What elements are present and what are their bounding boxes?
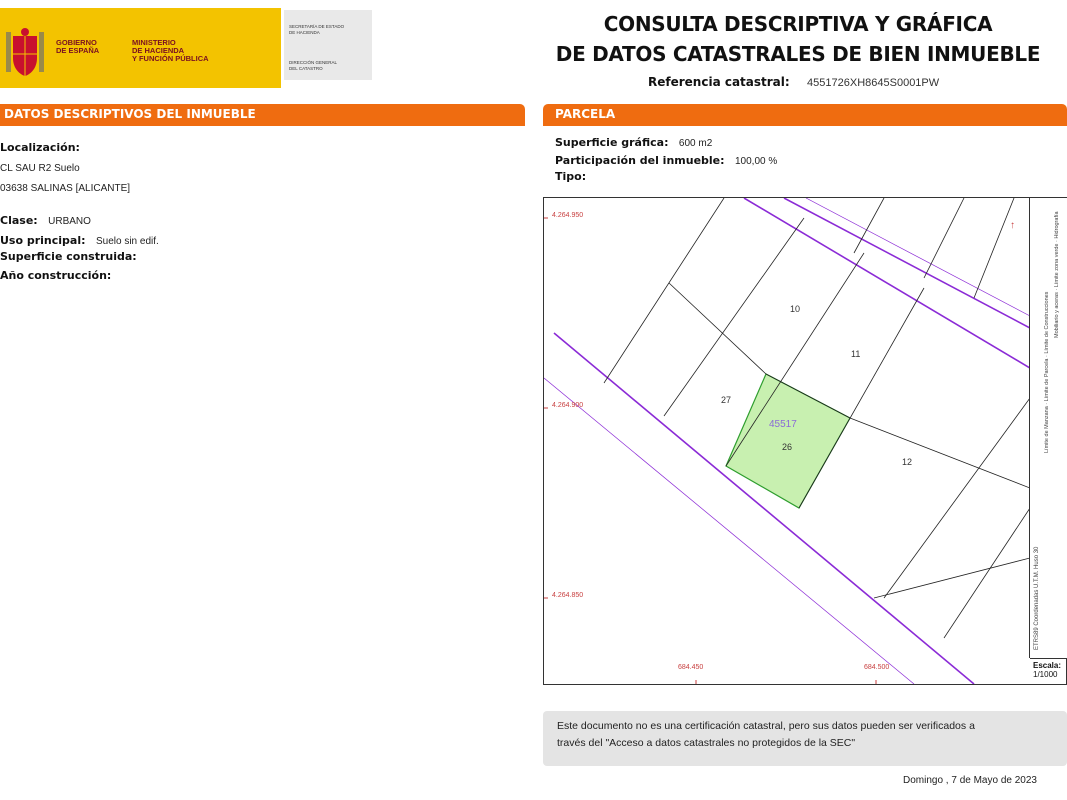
superficie-grafica-value: 600 m2 [678,138,713,149]
ref-catastral-row [648,75,939,89]
parcel-number: 12 [902,457,913,467]
clase-label: Clase: [0,214,38,227]
disclaimer-notice [543,711,1067,766]
secretaria-label: SECRETARÍA DE ESTADO DE HACIENDA [289,24,345,35]
x-coord-label: 684.500 [864,664,890,671]
x-coord-label: 684.450 [678,664,704,671]
section-header-descriptive: DATOS DESCRIPTIVOS DEL INMUEBLE [0,104,525,124]
gobierno-label: GOBIERNO DE ESPAÑA [56,38,100,55]
map-drawing [544,198,1030,684]
legend-items-2: Mobiliario y aceras · Límite zona verde · Hidrografía [1054,211,1060,338]
uso-label: Uso principal: [0,234,86,247]
parcel-number: 11 [851,349,861,359]
y-coord-label: 4.264.950 [552,212,584,219]
superficie-grafica-label: Superficie gráfica: [555,136,669,149]
ministerio-label: MINISTERIO DE HACIENDA Y FUNCIÓN PÚBLICA [132,38,209,63]
clase-value: URBANO [48,216,91,227]
localizacion-label: Localización: [0,141,80,154]
notice-line2: través del "Acceso a datos catastrales no protegidos de la SEC" [557,737,856,749]
document-date: Domingo , 7 de Mayo de 2023 [903,775,1037,786]
anio-construccion-label: Año construcción: [0,269,112,282]
parcel-number: 26 [782,442,793,452]
ref-catastral-label: Referencia catastral: [648,75,790,89]
scale-value: 1/1000 [1033,670,1058,679]
section-divider [0,124,525,126]
localizacion-line1: CL SAU R2 Suelo [0,163,80,174]
section-header-parcela: PARCELA [543,104,1067,124]
coat-of-arms-icon [4,26,46,82]
superficie-construida-label: Superficie construida: [0,250,137,263]
participacion-label: Participación del inmueble: [555,154,725,167]
direccion-label: DIRECCIÓN GENERAL DEL CATASTRO [289,60,338,71]
map-scale [1030,658,1067,685]
page-title-line1: CONSULTA DESCRIPTIVA Y GRÁFICA [603,12,993,36]
y-coord-label: 4.264.900 [552,402,584,409]
legend-coord-note: ETRS89 Coordenadas U.T.M. Huso 30 [1034,546,1040,650]
tipo-label: Tipo: [555,170,587,183]
participacion-row [555,151,777,169]
uso-row [0,231,159,249]
secretaria-block [284,10,372,80]
cadastral-map[interactable] [543,197,1067,685]
uso-value: Suelo sin edif. [95,236,159,247]
clase-row [0,211,91,229]
parcel-number: 10 [790,304,801,314]
ref-catastral-value[interactable]: 4551726XH8645S0001PW [807,77,940,89]
section-divider [543,124,1067,126]
parcel-number: 27 [721,395,732,405]
north-arrow-icon: ↑ [1010,220,1015,231]
participacion-value: 100,00 % [735,156,778,167]
government-logo-block [0,8,281,88]
scale-label: Escala: [1033,661,1062,670]
localizacion-line2: 03638 SALINAS [ALICANTE] [0,183,131,194]
page-title-line2: DE DATOS CATASTRALES DE BIEN INMUEBLE [555,42,1041,66]
notice-line1: Este documento no es una certificación catastral, pero sus datos pueden ser verificados a [557,720,975,732]
legend-items: Límite de Manzana · Límite de Parcela · Límite de Construcciones [1044,291,1050,453]
highlighted-parcel-ref[interactable]: 45517 [769,419,797,430]
superficie-grafica-row [555,133,712,151]
map-legend [1029,198,1067,658]
y-coord-label: 4.264.850 [552,592,584,599]
